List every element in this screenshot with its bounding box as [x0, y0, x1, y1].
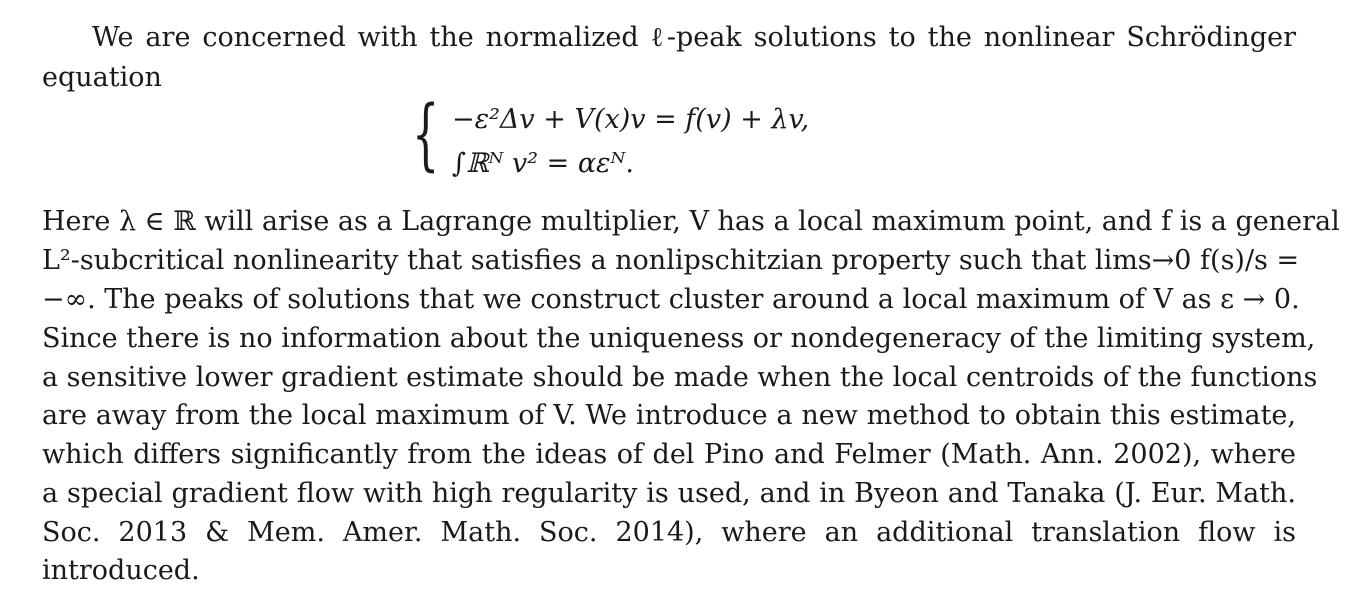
text-line-10: a special gradient flow with high regularity is used, and in Byeon and Tanaka (J. Eur. Math. — [42, 478, 1296, 509]
text-line-1: We are concerned with the normalized ℓ-peak solutions to the nonlinear Schrödinger — [92, 22, 1296, 53]
text-line-6: Since there is no information about the uniqueness or nondegeneracy of the limiting system, — [42, 323, 1316, 354]
text-line-5: −∞. The peaks of solutions that we construct cluster around a local maximum of V as ε → 0. — [42, 284, 1300, 315]
equation-system — [412, 90, 932, 188]
text-line-12: introduced. — [42, 555, 200, 586]
text-line-11: Soc. 2013 & Mem. Amer. Math. Soc. 2014), where an additional translation flow is — [42, 517, 1296, 548]
text-line-9: which differs significantly from the ideas of del Pino and Felmer (Math. Ann. 2002), where — [42, 439, 1296, 470]
text-line-4: L²-subcritical nonlinearity that satisfies a nonlipschitzian property such that lims→0 f(s)/s = — [42, 245, 1300, 276]
text-line-8: are away from the local maximum of V. We introduce a new method to obtain this estimate, — [42, 400, 1296, 431]
equation-line-2: ∫ℝᴺ v² = αεᴺ. — [452, 148, 634, 179]
text-line-3: Here λ ∈ ℝ will arise as a Lagrange multiplier, V has a local maximum point, and f is a general — [42, 206, 1340, 237]
left-brace: { — [412, 90, 440, 180]
equation-line-1: −ε²Δv + V(x)v = f(v) + λv, — [452, 104, 810, 135]
text-line-2: equation — [42, 62, 162, 93]
text-line-7: a sensitive lower gradient estimate should be made when the local centroids of the functions — [42, 362, 1318, 393]
